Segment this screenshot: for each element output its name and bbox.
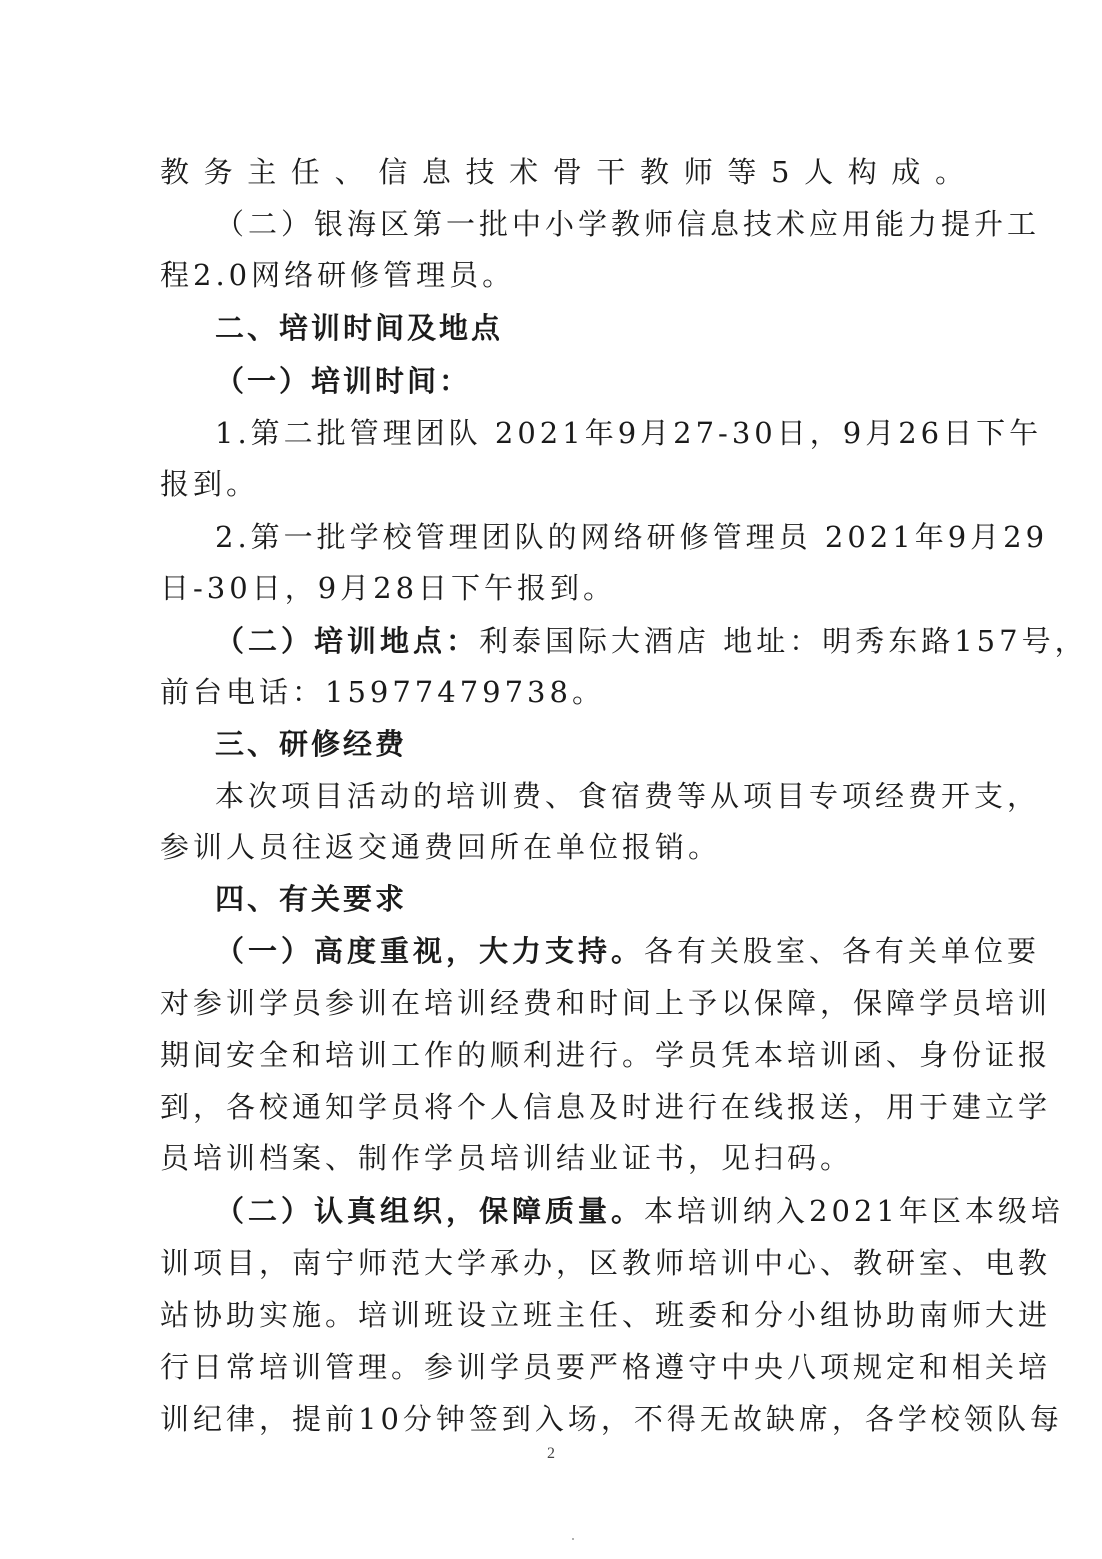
paragraph-line xyxy=(160,1350,1052,1384)
text: 到，各校通知学员将个人信息及时进行在线报送，用于建立学 xyxy=(160,1090,1052,1124)
paragraph-line xyxy=(215,934,1041,968)
paragraph-line xyxy=(160,986,1052,1020)
text: 行日常培训管理。参训学员要严格遵守中央八项规定和相关培 xyxy=(160,1350,1052,1384)
text: 本培训纳入2021年区本级培 xyxy=(644,1194,1064,1228)
text: 报到。 xyxy=(160,467,260,501)
paragraph-line xyxy=(160,1298,1052,1332)
text: 利泰国际大酒店 地址：明秀东路157号， xyxy=(479,624,1088,658)
paragraph-line xyxy=(215,520,1049,554)
heading-text: 四、有关要求 xyxy=(215,882,408,916)
paragraph-line xyxy=(160,1038,1052,1072)
lead-in-bold: （二）认真组织，保障质量。 xyxy=(215,1194,645,1228)
heading-text: 二、培训时间及地点 xyxy=(215,311,504,345)
heading-text: 三、研修经费 xyxy=(215,727,408,761)
text: 日-30日，9月28日下午报到。 xyxy=(160,571,617,605)
paragraph-line xyxy=(160,571,968,605)
paragraph-line xyxy=(160,1246,1052,1280)
text: 1.第二批管理团队 2021年9月27-30日，9月26日下午 xyxy=(215,416,1043,450)
paragraph-line xyxy=(215,624,1088,658)
lead-in-bold: （二）培训地点： xyxy=(215,624,480,658)
paragraph-line xyxy=(160,1141,968,1175)
paragraph-line xyxy=(215,207,1041,241)
paragraph-line xyxy=(160,1090,1052,1124)
text: 期间安全和培训工作的顺利进行。学员凭本培训函、身份证报 xyxy=(160,1038,1052,1072)
paragraph-line xyxy=(160,155,968,189)
paragraph-line xyxy=(160,467,968,501)
section-heading xyxy=(215,727,968,761)
section-heading xyxy=(215,311,968,345)
text: 本次项目活动的培训费、食宿费等从项目专项经费开支， xyxy=(215,779,1041,813)
heading-text: （一）培训时间： xyxy=(215,364,472,398)
text: 2.第一批学校管理团队的网络研修管理员 2021年9月29 xyxy=(215,520,1049,554)
text: （二）银海区第一批中小学教师信息技术应用能力提升工 xyxy=(215,207,1041,241)
paragraph-line xyxy=(215,416,1043,450)
text: 参训人员往返交通费回所在单位报销。 xyxy=(160,830,722,864)
text: 训纪律，提前10分钟签到入场，不得无故缺席，各学校领队每 xyxy=(160,1402,1063,1436)
paragraph-line xyxy=(215,1194,1064,1228)
text: 对参训学员参训在培训经费和时间上予以保障，保障学员培训 xyxy=(160,986,1052,1020)
text: 各有关股室、各有关单位要 xyxy=(644,934,1041,968)
paragraph-line xyxy=(160,830,968,864)
scan-speck xyxy=(572,1538,574,1540)
sub-heading xyxy=(215,364,968,398)
text: 程2.0网络研修管理员。 xyxy=(160,258,516,292)
text: 站协助实施。培训班设立班主任、班委和分小组协助南师大进 xyxy=(160,1298,1052,1332)
paragraph-line xyxy=(160,675,968,709)
text: 前台电话：15977479738。 xyxy=(160,675,605,709)
text: 员培训档案、制作学员培训结业证书，见扫码。 xyxy=(160,1141,854,1175)
text: 教务主任、信息技术骨干教师等5人构成。 xyxy=(160,155,968,189)
paragraph-line xyxy=(215,779,1041,813)
lead-in-bold: （一）高度重视，大力支持。 xyxy=(215,934,645,968)
paragraph-line xyxy=(160,1402,1063,1436)
page-number: 2 xyxy=(547,1445,555,1462)
paragraph-line xyxy=(160,258,968,292)
text: 训项目，南宁师范大学承办，区教师培训中心、教研室、电教 xyxy=(160,1246,1052,1280)
section-heading xyxy=(215,882,968,916)
